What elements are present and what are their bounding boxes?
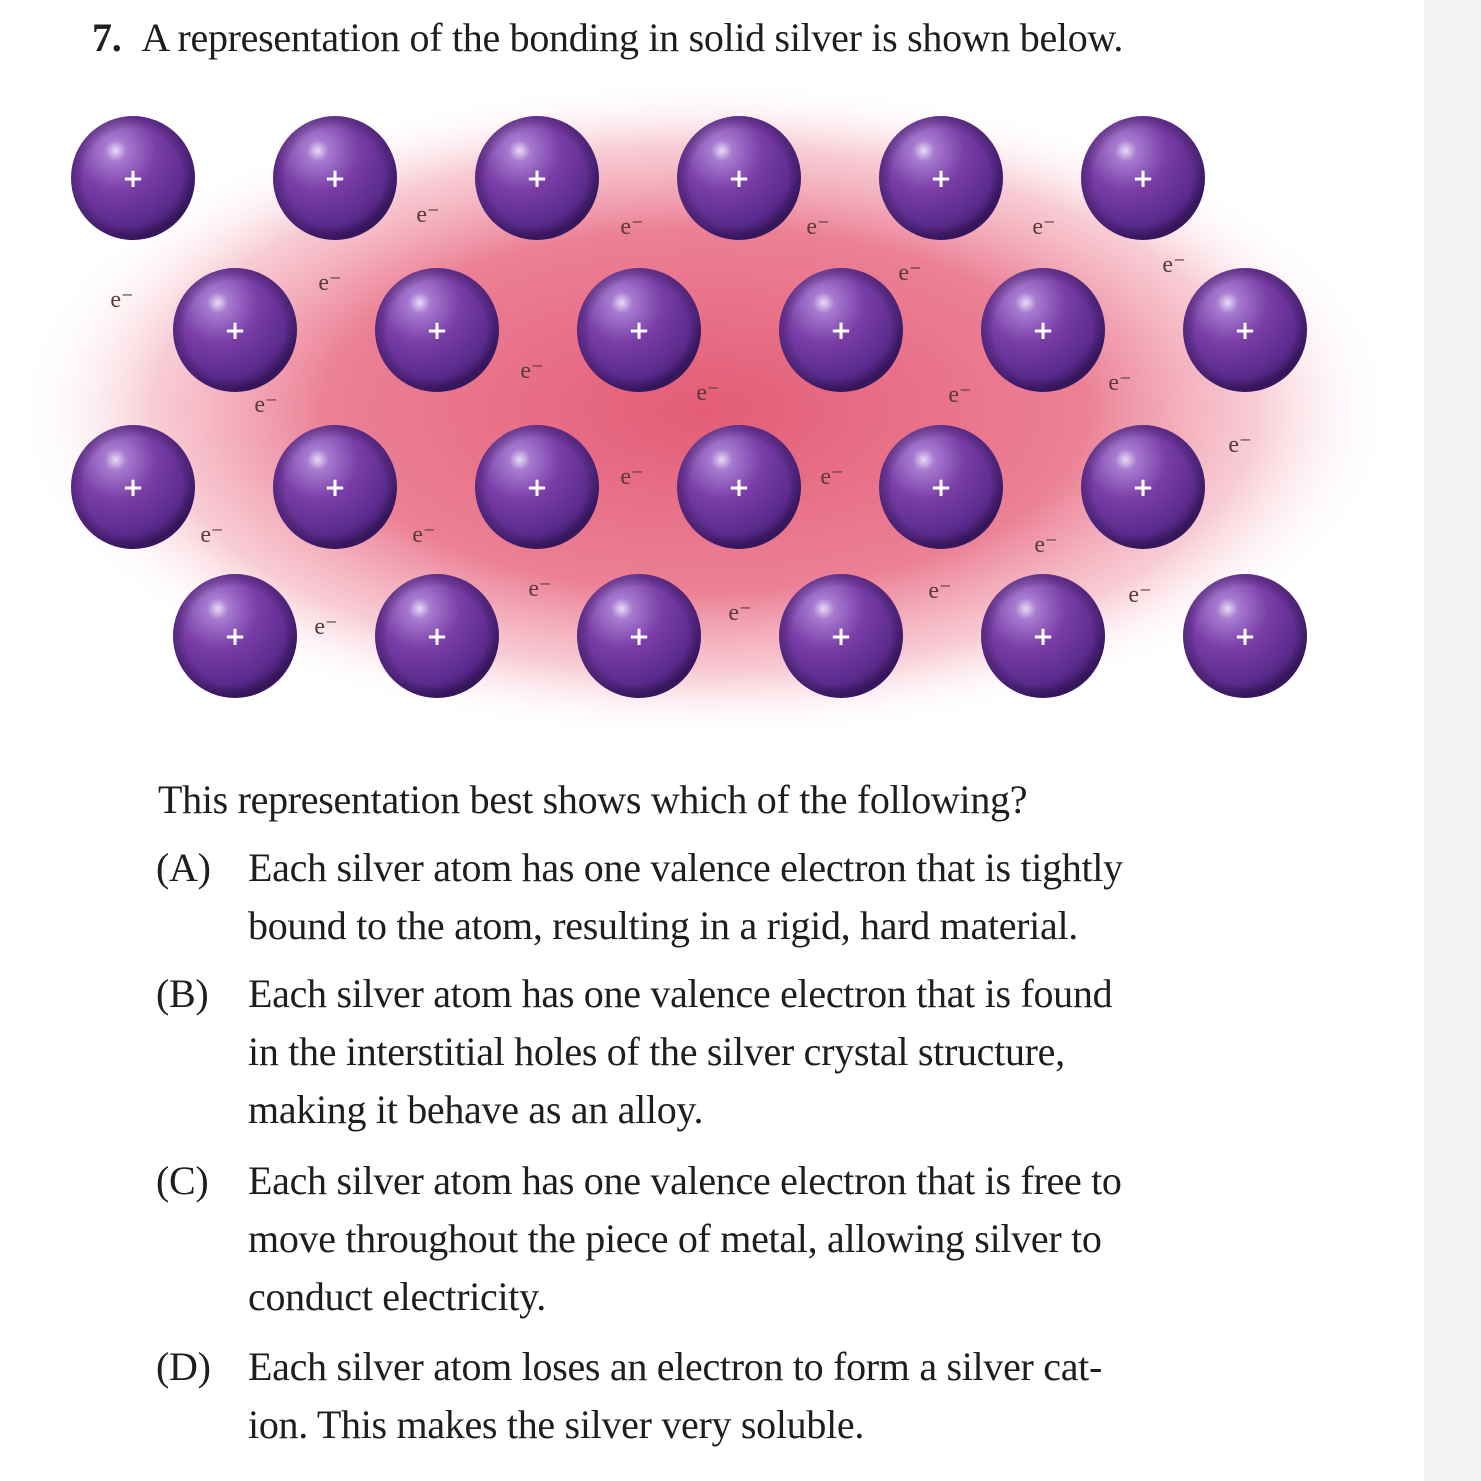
free-electron: e⁻ <box>528 576 552 602</box>
option-text-line: Each silver atom has one valence electron that is free to <box>248 1158 1122 1203</box>
option-text-line: bound to the atom, resulting in a rigid, hard material. <box>248 903 1078 948</box>
silver-cation <box>173 574 297 698</box>
free-electron: e⁻ <box>948 382 972 408</box>
cation-charge-label: + <box>728 473 750 503</box>
free-electron: e⁻ <box>620 214 644 240</box>
silver-cation <box>779 268 903 392</box>
free-electron: e⁻ <box>696 380 720 406</box>
cation-charge-label: + <box>224 316 246 346</box>
option-letter: (C) <box>156 1158 209 1203</box>
silver-cation <box>779 574 903 698</box>
cation-charge-label: + <box>930 473 952 503</box>
cation-charge-label: + <box>224 622 246 652</box>
cation-charge-label: + <box>1234 622 1256 652</box>
cation-charge-label: + <box>1032 316 1054 346</box>
cation-charge-label: + <box>728 164 750 194</box>
free-electron: e⁻ <box>200 522 224 548</box>
option-letter: (B) <box>156 971 209 1016</box>
metallic-bonding-diagram <box>0 0 1420 740</box>
cation-charge-label: + <box>1234 316 1256 346</box>
silver-cation <box>475 425 599 549</box>
option-text <box>248 1152 1328 1326</box>
silver-cation <box>273 425 397 549</box>
free-electron: e⁻ <box>416 202 440 228</box>
cation-charge-label: + <box>1032 622 1054 652</box>
silver-cation <box>375 268 499 392</box>
free-electron: e⁻ <box>820 464 844 490</box>
free-electron: e⁻ <box>520 358 544 384</box>
option-text-line: making it behave as an alloy. <box>248 1087 704 1132</box>
silver-cation <box>1183 574 1307 698</box>
silver-cation <box>879 116 1003 240</box>
silver-cation <box>173 268 297 392</box>
cation-charge-label: + <box>426 622 448 652</box>
free-electron: e⁻ <box>620 464 644 490</box>
free-electron: e⁻ <box>110 287 134 313</box>
cation-charge-label: + <box>628 316 650 346</box>
cation-charge-label: + <box>324 473 346 503</box>
silver-cation <box>677 116 801 240</box>
question-number: 7. <box>92 15 122 60</box>
option-text-line: in the interstitial holes of the silver crystal structure, <box>248 1029 1065 1074</box>
cation-charge-label: + <box>930 164 952 194</box>
silver-cation <box>71 116 195 240</box>
answer-option-d[interactable] <box>156 1338 1356 1454</box>
cation-charge-label: + <box>1132 164 1154 194</box>
free-electron: e⁻ <box>318 270 342 296</box>
silver-cation <box>1081 116 1205 240</box>
question-stem: A representation of the bonding in solid silver is shown below. <box>141 15 1124 60</box>
option-text-line: conduct electricity. <box>248 1274 546 1319</box>
cation-charge-label: + <box>1132 473 1154 503</box>
free-electron: e⁻ <box>1034 532 1058 558</box>
free-electron: e⁻ <box>728 600 752 626</box>
silver-cation <box>1081 425 1205 549</box>
option-text <box>248 1338 1328 1454</box>
answer-option-a[interactable] <box>156 839 1356 955</box>
option-letter: (D) <box>156 1344 211 1389</box>
cation-charge-label: + <box>324 164 346 194</box>
silver-cation <box>1183 268 1307 392</box>
cation-charge-label: + <box>628 622 650 652</box>
silver-cation <box>577 574 701 698</box>
silver-cation <box>375 574 499 698</box>
free-electron: e⁻ <box>1128 582 1152 608</box>
cation-charge-label: + <box>830 316 852 346</box>
option-text-line: Each silver atom loses an electron to form a silver cat- <box>248 1344 1102 1389</box>
cation-charge-label: + <box>426 316 448 346</box>
answer-option-b[interactable] <box>156 965 1356 1139</box>
question-prompt: This representation best shows which of the following? <box>158 777 1028 822</box>
silver-cation <box>879 425 1003 549</box>
option-text <box>248 965 1328 1139</box>
option-text-line: Each silver atom has one valence electron that is tightly <box>248 845 1123 890</box>
option-text <box>248 839 1328 955</box>
option-text-line: move throughout the piece of metal, allowing silver to <box>248 1216 1102 1261</box>
option-text-line: Each silver atom has one valence electron that is found <box>248 971 1113 1016</box>
silver-cation <box>677 425 801 549</box>
free-electron: e⁻ <box>412 522 436 548</box>
page-margin-strip <box>1424 0 1481 1481</box>
cation-charge-label: + <box>526 164 548 194</box>
option-letter: (A) <box>156 845 211 890</box>
silver-cation <box>273 116 397 240</box>
free-electron: e⁻ <box>1108 370 1132 396</box>
cation-charge-label: + <box>122 473 144 503</box>
silver-cation <box>981 268 1105 392</box>
free-electron: e⁻ <box>1162 252 1186 278</box>
free-electron: e⁻ <box>1032 214 1056 240</box>
silver-cation <box>71 425 195 549</box>
silver-cation <box>577 268 701 392</box>
free-electron: e⁻ <box>314 614 338 640</box>
free-electron: e⁻ <box>806 214 830 240</box>
silver-cation <box>475 116 599 240</box>
option-text-line: ion. This makes the silver very soluble. <box>248 1402 865 1447</box>
free-electron: e⁻ <box>1228 432 1252 458</box>
silver-cation <box>981 574 1105 698</box>
free-electron: e⁻ <box>928 578 952 604</box>
cation-charge-label: + <box>526 473 548 503</box>
answer-option-c[interactable] <box>156 1152 1356 1326</box>
free-electron: e⁻ <box>898 260 922 286</box>
free-electron: e⁻ <box>254 392 278 418</box>
cation-charge-label: + <box>830 622 852 652</box>
cation-charge-label: + <box>122 164 144 194</box>
